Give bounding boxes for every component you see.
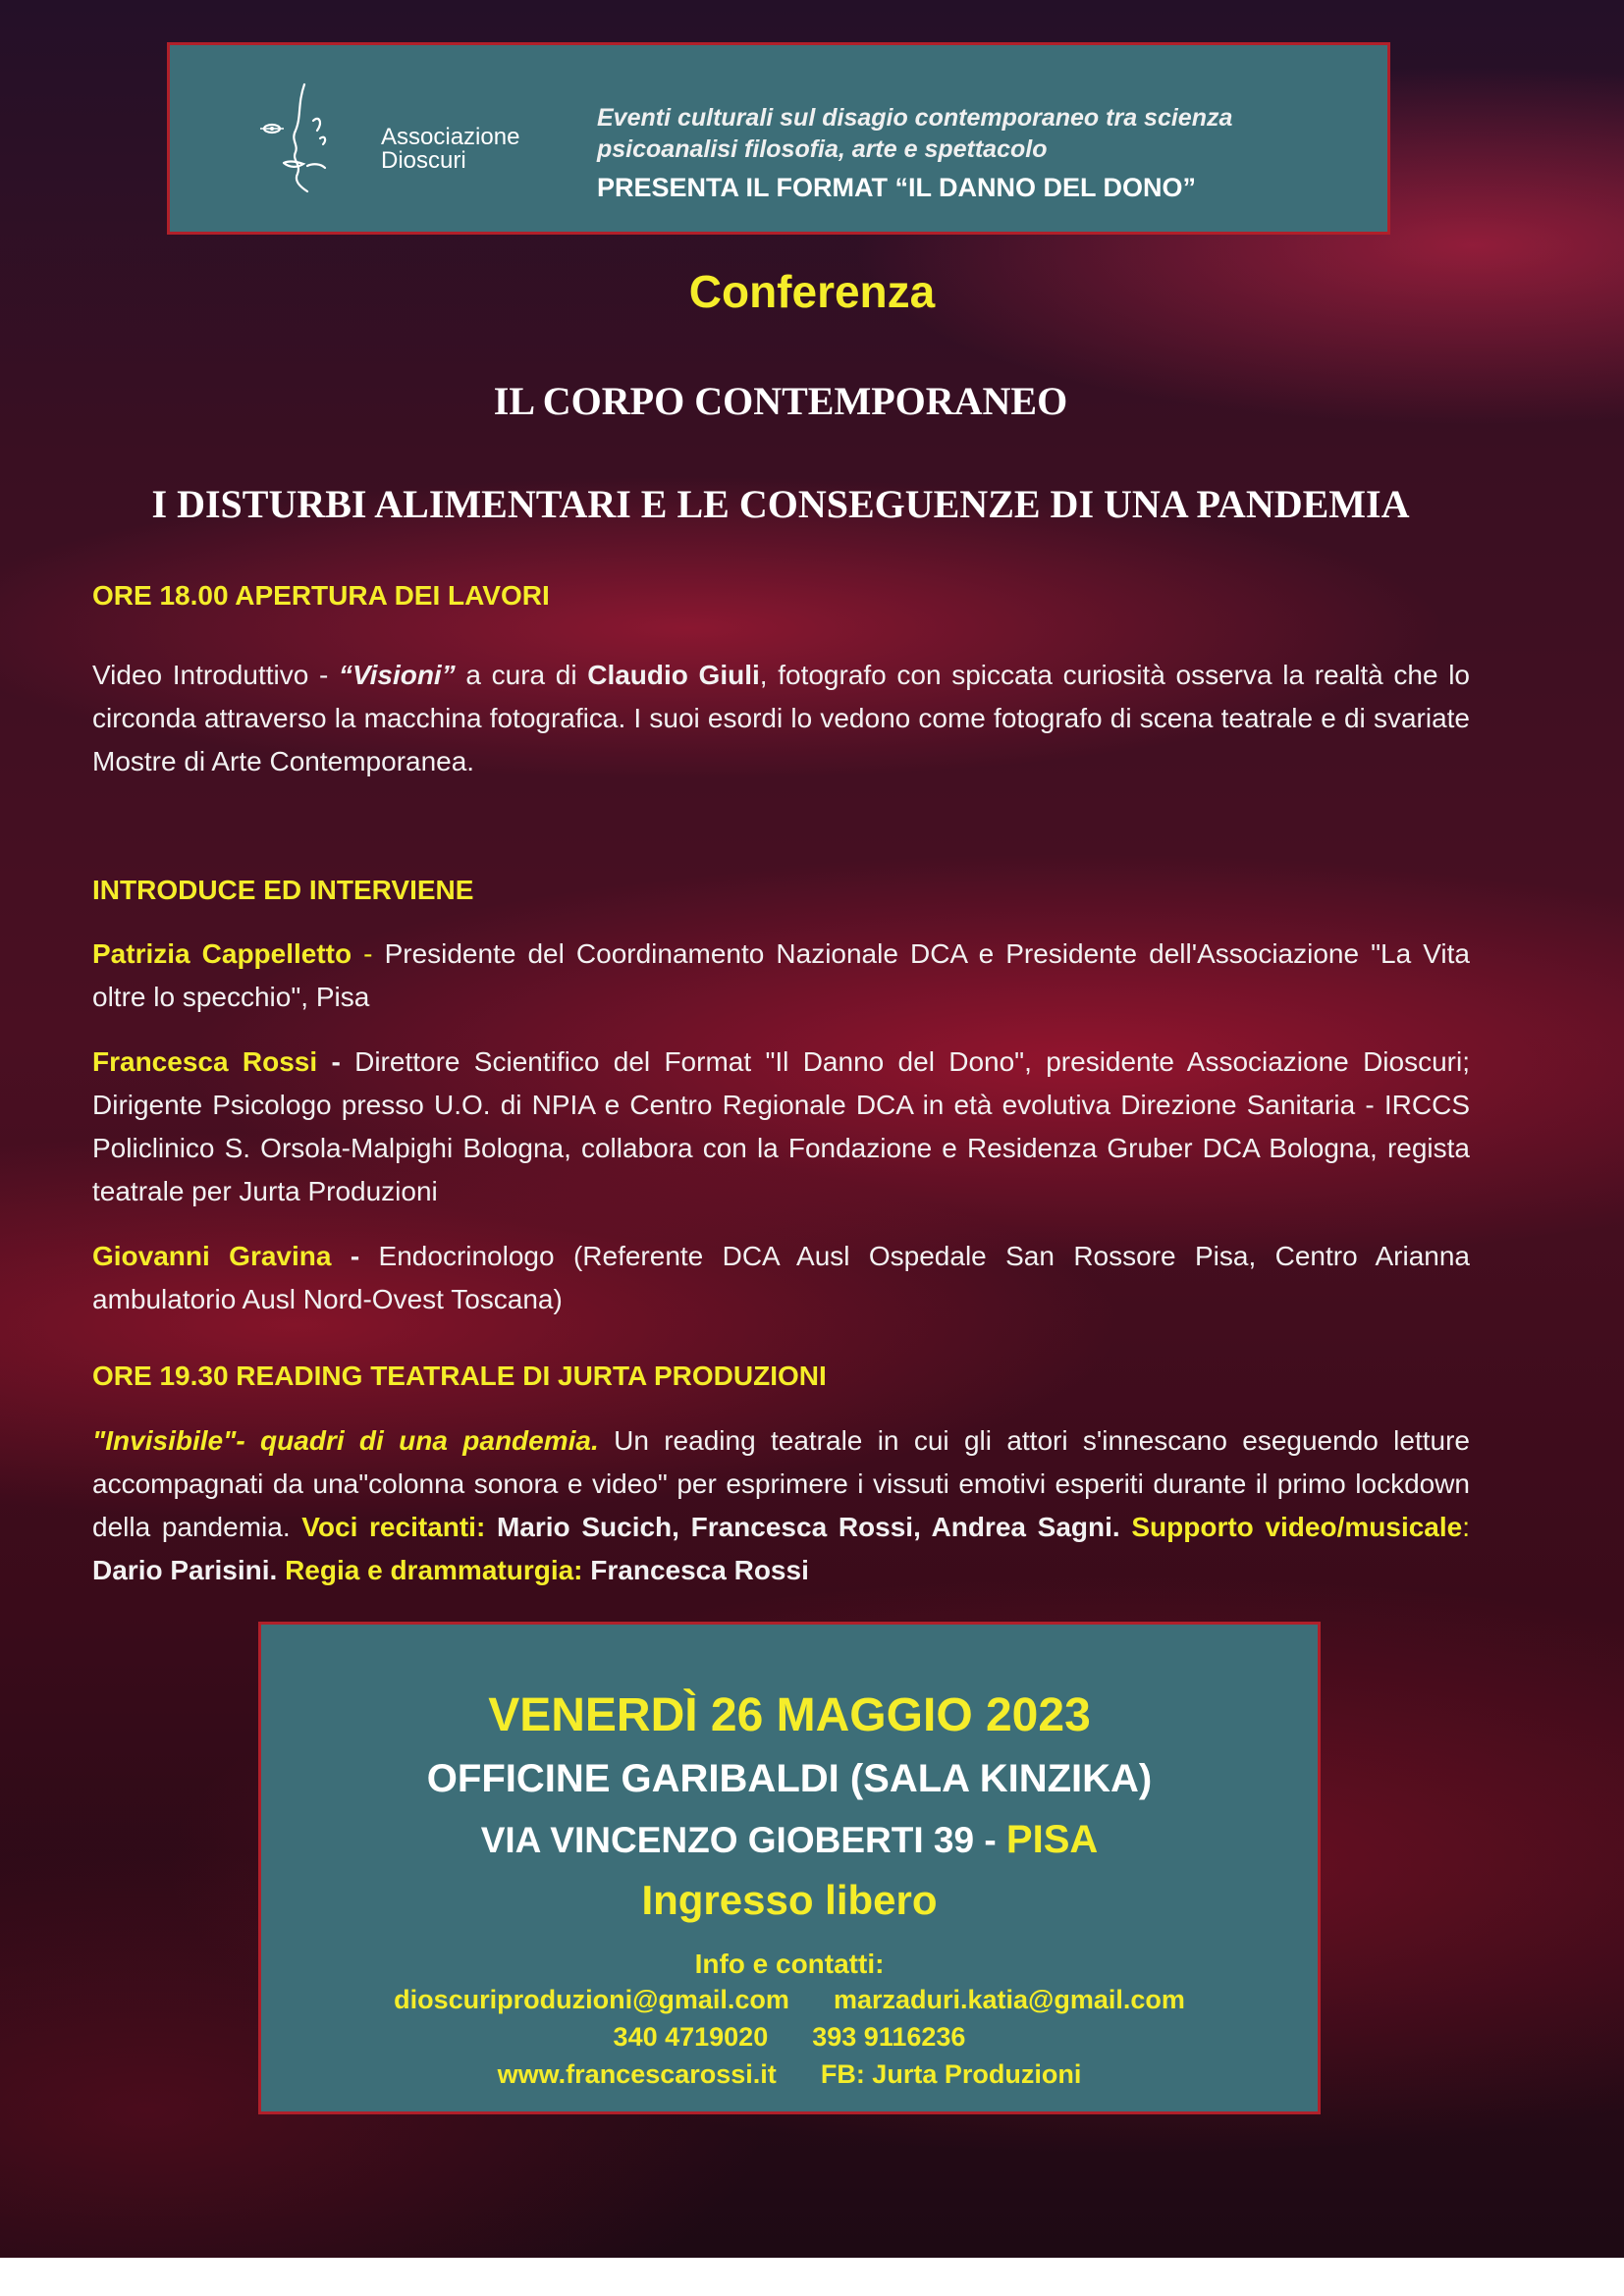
event-venue: OFFICINE GARIBALDI (SALA KINZIKA) bbox=[426, 1757, 1153, 1800]
email-link[interactable]: marzaduri.katia@gmail.com bbox=[833, 1985, 1185, 2014]
speaker-separator: - bbox=[317, 1046, 355, 1077]
event-date: VENERDÌ 26 MAGGIO 2023 bbox=[488, 1689, 1091, 1741]
video-author: Claudio Giuli bbox=[587, 660, 760, 690]
opening-heading: ORE 18.00 APERTURA DEI LAVORI bbox=[92, 580, 550, 611]
contact-phones bbox=[261, 2022, 1318, 2053]
org-name bbox=[381, 126, 519, 173]
conference-title: IL CORPO CONTEMPORANEO bbox=[493, 379, 1068, 423]
speaker-description: Endocrinologo (Referente DCA Ausl Ospedale San Rossore Pisa, Centro Arianna ambulatorio Ausl Nord-Ovest Toscana) bbox=[92, 1241, 1470, 1314]
voices: Mario Sucich, Francesca Rossi, Andrea Sagni. bbox=[485, 1512, 1120, 1542]
contact-web bbox=[261, 2059, 1318, 2090]
header-banner bbox=[167, 42, 1390, 235]
speaker-separator: - bbox=[331, 1241, 379, 1271]
opening-text-b: a cura di bbox=[455, 660, 588, 690]
org-name-line2: Dioscuri bbox=[381, 147, 466, 174]
speaker-description: Direttore Scientifico del Format "Il Danno del Dono", presidente Associazione Dioscuri; Dirigente Psicologo presso U.O. di NPIA e Centro Regionale DCA in età evolutiva Direzione Sanitaria - IRCCS Policlinico S. Orsola-Malpighi Bologna, collabora con la Fondazione e Residenza Gruber DCA Bologna, regista teatrale per Jurta Produzioni bbox=[92, 1046, 1470, 1206]
voices-label: Voci recitanti: bbox=[301, 1512, 486, 1542]
speaker-name: Francesca Rossi bbox=[92, 1046, 318, 1077]
support-value: Dario Parisini. bbox=[92, 1555, 278, 1585]
speaker-item bbox=[92, 1041, 1470, 1213]
support-label: Supporto video/musicale bbox=[1131, 1512, 1463, 1542]
support-colon: : bbox=[1462, 1512, 1470, 1542]
reading-heading: ORE 19.30 READING TEATRALE DI JURTA PRODUZIONI bbox=[92, 1361, 827, 1391]
direction-value: Francesca Rossi bbox=[582, 1555, 809, 1585]
opening-text-c: , fotografo con spiccata curiosità osserva la realtà che lo circonda attraverso la macchina fotografica. I suoi esordi lo vedono come fotografo di scena teatrale e di svariate Mostre di Arte Contemporanea. bbox=[92, 660, 1470, 776]
event-entry: Ingresso libero bbox=[641, 1877, 938, 1923]
speaker-description: Presidente del Coordinamento Nazionale DCA e Presidente dell'Associazione "La Vita oltre lo specchio", Pisa bbox=[92, 938, 1470, 1012]
speakers-heading: INTRODUCE ED INTERVIENE bbox=[92, 875, 474, 905]
website-link[interactable]: www.francescarossi.it bbox=[497, 2059, 777, 2089]
event-street: VIA VINCENZO GIOBERTI 39 - bbox=[480, 1820, 1006, 1860]
page-bottom-margin bbox=[0, 2258, 1624, 2296]
event-city: PISA bbox=[1005, 1818, 1099, 1861]
phone-number: 340 4719020 bbox=[613, 2022, 769, 2052]
tagline bbox=[597, 102, 1232, 165]
reading-text: Un reading teatrale in cui gli attori s'innescano eseguendo letture accompagnati da una"colonna sonora e video" per esprimere i vissuti emotivi esperiti durante il primo lockdown della pandemia. bbox=[92, 1425, 1470, 1542]
facebook-link[interactable]: FB: Jurta Produzioni bbox=[820, 2059, 1082, 2089]
tagline-line1: Eventi culturali sul disagio contemporaneo tra scienza bbox=[597, 104, 1233, 132]
dioscuri-logo-icon bbox=[258, 80, 356, 197]
video-title: “Visioni” bbox=[338, 660, 456, 690]
format-title: PRESENTA IL FORMAT “IL DANNO DEL DONO” bbox=[597, 173, 1197, 202]
org-name-line1: Associazione bbox=[381, 124, 520, 150]
speaker-name: Patrizia Cappelletto bbox=[92, 938, 352, 969]
event-address bbox=[261, 1818, 1318, 1862]
reading-title: "Invisibile"- quadri di una pandemia. bbox=[92, 1425, 599, 1456]
contacts-title: Info e contatti: bbox=[694, 1949, 885, 1979]
event-info-box bbox=[258, 1622, 1321, 2114]
email-link[interactable]: dioscuriproduzioni@gmail.com bbox=[394, 1985, 789, 2014]
speaker-separator: - bbox=[352, 938, 385, 969]
contact-emails bbox=[261, 1985, 1318, 2015]
event-kind: Conferenza bbox=[688, 266, 936, 317]
speaker-item bbox=[92, 1235, 1470, 1321]
speaker-name: Giovanni Gravina bbox=[92, 1241, 332, 1271]
reading-paragraph bbox=[92, 1419, 1470, 1592]
opening-paragraph bbox=[92, 654, 1470, 783]
tagline-line2: psicoanalisi filosofia, arte e spettacolo bbox=[597, 135, 1048, 163]
direction-label: Regia e drammaturgia: bbox=[277, 1555, 583, 1585]
opening-text-a: Video Introduttivo - bbox=[92, 660, 339, 690]
phone-number: 393 9116236 bbox=[812, 2022, 966, 2052]
speaker-item bbox=[92, 933, 1470, 1019]
conference-subtitle: I DISTURBI ALIMENTARI E LE CONSEGUENZE DI UNA PANDEMIA bbox=[151, 482, 1410, 526]
